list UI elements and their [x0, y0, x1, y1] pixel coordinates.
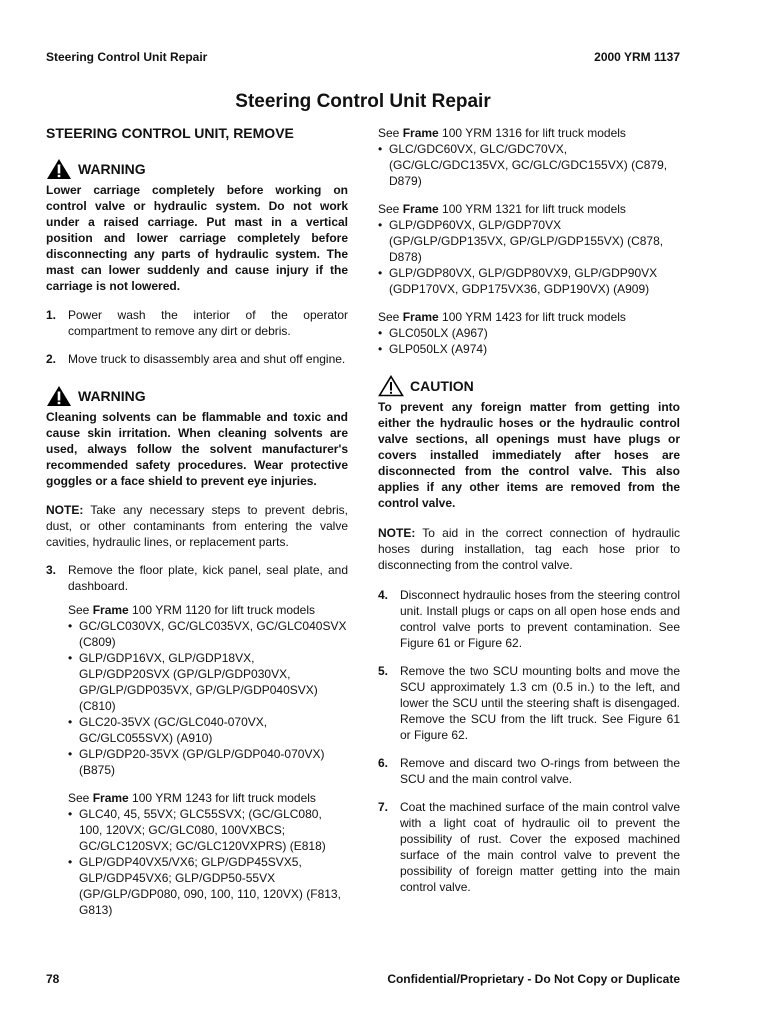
frame-label: Frame — [402, 126, 439, 140]
caution-heading — [378, 375, 680, 397]
note — [46, 502, 348, 550]
see-text: See — [378, 310, 403, 324]
step-4 — [378, 587, 680, 651]
caution-label: CAUTION — [410, 378, 474, 394]
warning-triangle-icon — [46, 385, 72, 407]
step-text: Remove and discard two O-rings from between the SCU and the main control valve. — [400, 756, 680, 786]
list-item: • GLP050LX (A974) — [378, 341, 680, 357]
step-text: Disconnect hydraulic hoses from the steering control unit. Install plugs or caps on all open hose ends and control valve ports to prevent contamination. See Figure 61 or Figure 62. — [400, 588, 680, 650]
running-header-doc-number: 2000 YRM 1137 — [594, 50, 680, 64]
frame-reference-block — [46, 602, 348, 918]
running-header-title: Steering Control Unit Repair — [46, 50, 208, 64]
step-text: Remove the two SCU mounting bolts and move the SCU approximately 1.3 cm (0.5 in.) to the left, and lower the SCU until the steering shaft is disengaged. Remove the SCU from the lift truck. See Figure 61 or Figure 62. — [400, 664, 680, 742]
model-list — [378, 325, 680, 357]
step-5 — [378, 663, 680, 743]
list-item: • GLC40, 45, 55VX; GLC55SVX; (GC/GLC080, 100, 120VX; GC/GLC080, 100VXBCS; GC/GLC120SVX; GC/GLC120VXPRS) (E818) — [68, 806, 348, 854]
note-label: NOTE: — [378, 526, 416, 540]
step-text: Move truck to disassembly area and shut off engine. — [68, 352, 346, 366]
warning-heading — [46, 158, 348, 180]
frame-label: Frame — [402, 310, 439, 324]
list-item: • GLC/GDC60VX, GLC/GDC70VX, (GC/GLC/GDC135VX, GC/GLC/GDC155VX) (C879, D879) — [378, 141, 680, 189]
model-list — [68, 806, 348, 918]
list-item: • GLC050LX (A967) — [378, 325, 680, 341]
note-text: Take any necessary steps to prevent debris, dust, or other contaminants from entering the valve cavities, hydraulic lines, or replacement parts. — [46, 503, 348, 549]
step-text: Power wash the interior of the operator compartment to remove any dirt or debris. — [68, 308, 348, 338]
page-number: 78 — [46, 972, 60, 986]
step-number: 2. — [46, 352, 57, 366]
page-title: Steering Control Unit Repair — [235, 91, 491, 112]
caution-triangle-icon — [378, 375, 404, 397]
step-number: 3. — [46, 563, 57, 577]
step-2 — [46, 351, 348, 367]
step-text: Coat the machined surface of the main control valve with a light coat of hydraulic oil to prevent the possibility of rust. Cover the exposed machined surface of the main control valve to prevent the possibility of foreign matter getting into the main control valve. — [400, 800, 680, 894]
see-text: See — [378, 126, 403, 140]
step-number: 4. — [378, 588, 389, 602]
frame-ref-text: 100 YRM 1316 for lift truck models — [438, 126, 626, 140]
frame-label: Frame — [402, 202, 439, 216]
frame-ref-text: 100 YRM 1423 for lift truck models — [438, 310, 626, 324]
step-text: Remove the floor plate, kick panel, seal plate, and dashboard. — [68, 563, 348, 593]
warning-text: Cleaning solvents can be flammable and toxic and cause skin irritation. When cleaning solvents are used, always follow the solvent manufacturer's recommended safety procedures. Wear protective goggles or a face shield to prevent eye injuries. — [46, 410, 348, 488]
frame-ref-text: 100 YRM 1321 for lift truck models — [438, 202, 626, 216]
frame-reference — [378, 201, 680, 217]
see-text: See — [68, 603, 93, 617]
step-3 — [46, 562, 348, 594]
note — [378, 525, 680, 573]
step-number: 1. — [46, 308, 57, 322]
warning-heading — [46, 385, 348, 407]
step-6 — [378, 755, 680, 787]
section-heading: STEERING CONTROL UNIT, REMOVE — [46, 125, 294, 141]
step-7 — [378, 799, 680, 895]
list-item: • GLP/GDP16VX, GLP/GDP18VX, GLP/GDP20SVX (GP/GLP/GDP030VX, GP/GLP/GDP035VX, GP/GLP/GDP040SVX) (C810) — [68, 650, 348, 714]
step-number: 7. — [378, 800, 389, 814]
frame-label: Frame — [92, 791, 129, 805]
model-list — [378, 217, 680, 297]
list-item: • GC/GLC030VX, GC/GLC035VX, GC/GLC040SVX (C809) — [68, 618, 348, 650]
left-column — [46, 125, 348, 930]
warning-label: WARNING — [78, 161, 146, 177]
frame-reference — [68, 602, 348, 618]
model-list — [378, 141, 680, 189]
note-label: NOTE: — [46, 503, 84, 517]
list-item: • GLP/GDP40VX5/VX6; GLP/GDP45SVX5, GLP/GDP45VX6; GLP/GDP50-55VX (GP/GLP/GDP080, 090, 100, 110, 120VX) (F813, G813) — [68, 854, 348, 918]
confidentiality-notice: Confidential/Proprietary - Do Not Copy or Duplicate — [387, 972, 680, 986]
note-text: To aid in the correct connection of hydraulic hoses during installation, tag each hose prior to disconnecting from the control valve. — [378, 526, 680, 572]
warning-text: Lower carriage completely before working on control valve or hydraulic system. Do not work under a raised carriage. Put mast in a vertical position and lower carriage completely before disconnecting any parts of hydraulic system. The mast can lower suddenly and cause injury if the carriage is not lowered. — [46, 183, 348, 293]
frame-ref-text: 100 YRM 1120 for lift truck models — [128, 603, 316, 617]
see-text: See — [68, 791, 93, 805]
step-number: 5. — [378, 664, 389, 678]
warning-label: WARNING — [78, 388, 146, 404]
warning-triangle-icon — [46, 158, 72, 180]
step-number: 6. — [378, 756, 389, 770]
step-1 — [46, 307, 348, 339]
frame-ref-text: 100 YRM 1243 for lift truck models — [128, 791, 316, 805]
caution-text: To prevent any foreign matter from getting into either the hydraulic hoses or the hydraulic control valve sections, all openings must have plugs or covers installed immediately after hoses are disconnected from the control valve. This also applies if any other items are removed from the control valve. — [378, 400, 680, 510]
list-item: • GLC20-35VX (GC/GLC040-070VX, GC/GLC055SVX) (A910) — [68, 714, 348, 746]
frame-reference — [378, 125, 680, 141]
model-list — [68, 618, 348, 778]
frame-label: Frame — [92, 603, 129, 617]
list-item: • GLP/GDP60VX, GLP/GDP70VX (GP/GLP/GDP135VX, GP/GLP/GDP155VX) (C878, D878) — [378, 217, 680, 265]
list-item: • GLP/GDP20-35VX (GP/GLP/GDP040-070VX) (B875) — [68, 746, 348, 778]
see-text: See — [378, 202, 403, 216]
right-column — [378, 125, 680, 907]
frame-reference — [378, 309, 680, 325]
frame-reference — [68, 790, 348, 806]
list-item: • GLP/GDP80VX, GLP/GDP80VX9, GLP/GDP90VX (GDP170VX, GDP175VX36, GDP190VX) (A909) — [378, 265, 680, 297]
